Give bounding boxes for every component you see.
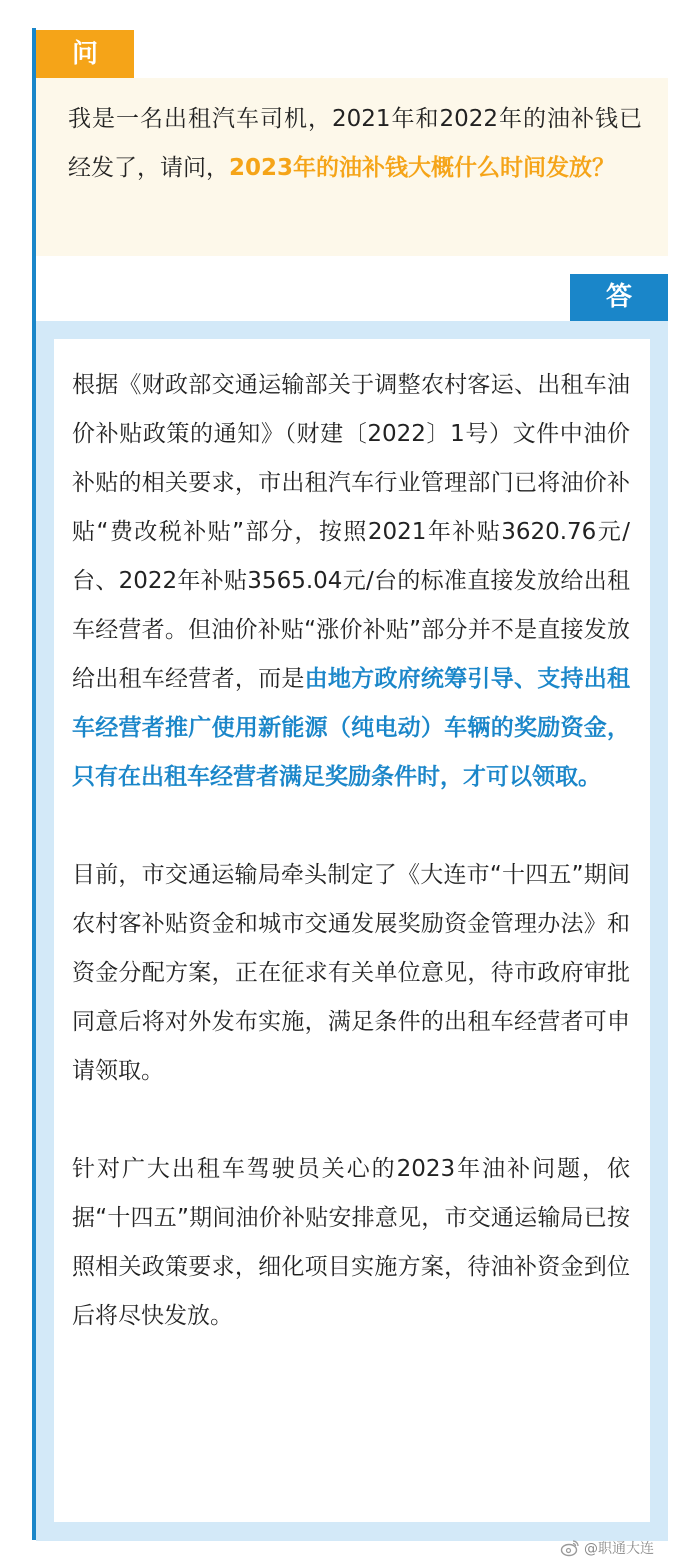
question-text — [68, 95, 642, 193]
answer-box — [54, 339, 650, 1522]
watermark-text: @职通大连 — [584, 1541, 654, 1557]
answer-paragraph-3: 针对广大出租车驾驶员关心的2023年油补问题，依据“十四五”期间油价补贴安排意见，市交通运输局已按照相关政策要求，细化项目实施方案，待油补资金到位后将尽快发放。 — [72, 1156, 630, 1329]
answer-paragraph-1 — [72, 361, 630, 802]
question-text-highlight: 2023年的油补钱大概什么时间发放？ — [229, 155, 616, 181]
answer-paragraph-2: 目前，市交通运输局牵头制定了《大连市“十四五”期间农村客补贴资金和城市交通发展奖励资金管理办法》和资金分配方案，正在征求有关单位意见，待市政府审批同意后将对外发布实施，满足条件的出租车经营者可申请领取。 — [72, 862, 630, 1084]
question-box — [36, 78, 668, 256]
answer-tag: 答 — [570, 274, 668, 321]
answer-paragraph-1-highlight: 由地方政府统筹引导、支持出租车经营者推广使用新能源（纯电动）车辆的奖励资金，只有在出租车经营者满足奖励条件时，才可以领取。 — [72, 666, 631, 790]
question-tag: 问 — [36, 30, 134, 78]
watermark — [560, 1533, 654, 1563]
question-text-plain: 我是一名出租汽车司机，2021年和2022年的油补钱已经发了，请问， — [68, 106, 642, 181]
answer-paragraph-1-plain: 根据《财政部交通运输部关于调整农村客运、出租车油价补贴政策的通知》（财建〔2022〕1号）文件中油价补贴的相关要求，市出租汽车行业管理部门已将油价补贴“费改税补贴”部分，按照2021年补贴3620.76元/台、2022年补贴3565.04元/台的标准直接发放给出租车经营者。但油价补贴“涨价补贴”部分并不是直接发放给出租车经营者，而是 — [72, 372, 630, 692]
weibo-icon — [560, 1538, 580, 1558]
